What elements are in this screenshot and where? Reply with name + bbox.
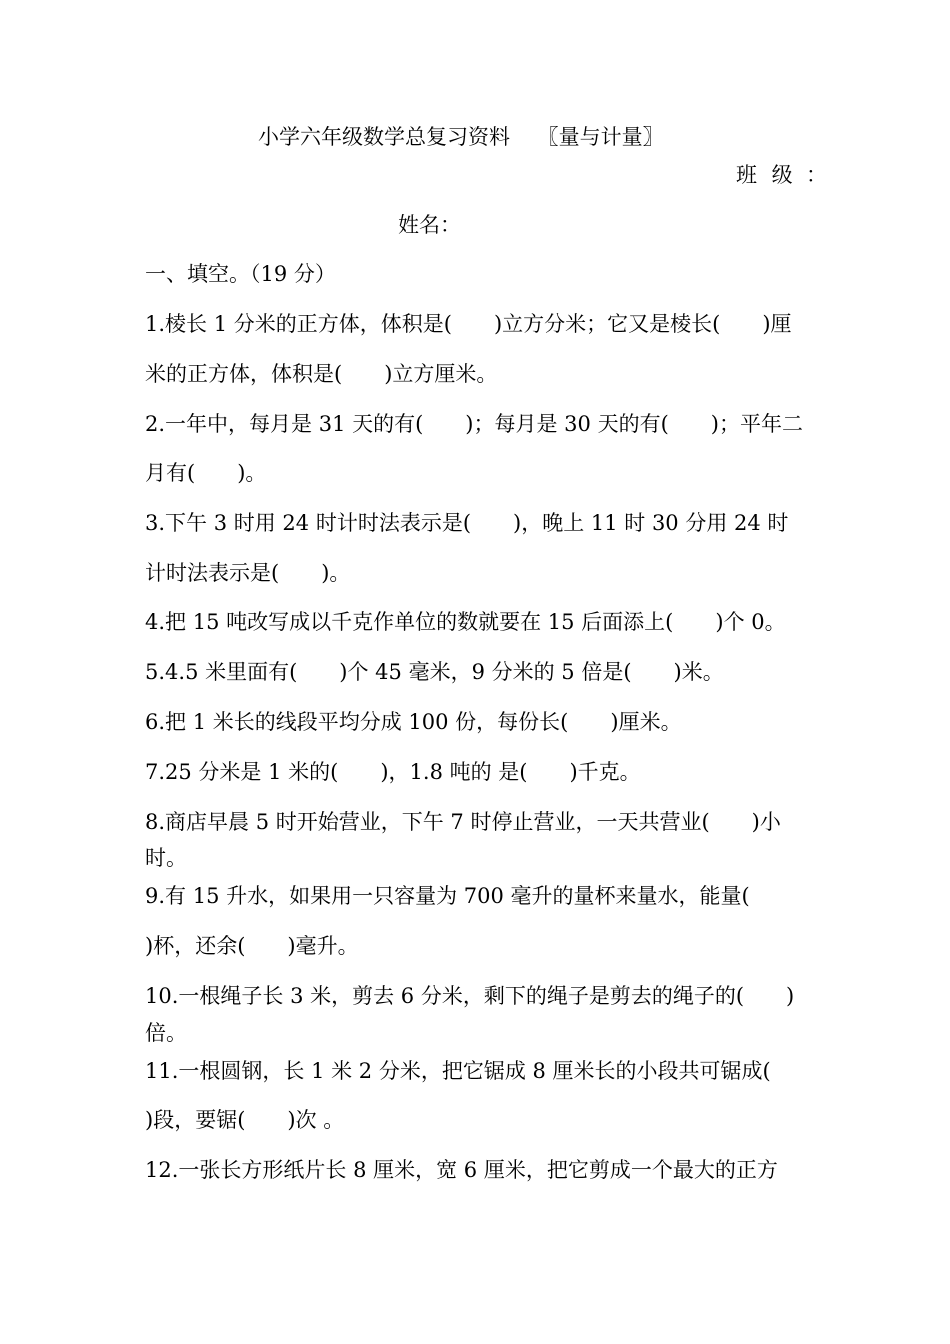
question-line: 2.一年中，每月是 31 天的有( )；每月是 30 天的有( )；平年二: [145, 412, 803, 436]
question-line: 1.棱长 1 分米的正方体，体积是( )立方分米；它又是棱长( )厘: [145, 312, 792, 336]
question-line: )杯，还余( )毫升。: [145, 934, 359, 958]
name-label: 姓名：: [398, 213, 461, 237]
class-colon: ：: [806, 163, 827, 187]
question-line: 10.一根绳子长 3 米，剪去 6 分米，剩下的绳子是剪去的绳子的( ): [145, 984, 795, 1008]
question-line: 时。: [145, 846, 187, 870]
question-line: 11.一根圆钢，长 1 米 2 分米，把它锯成 8 厘米长的小段共可锯成(: [145, 1059, 771, 1083]
question-line: )段，要锯( )次 。: [145, 1108, 345, 1132]
question-line: 4.把 15 吨改写成以千克作单位的数就要在 15 后面添上( )个 0。: [145, 610, 786, 634]
question-line: 5.4.5 米里面有( )个 45 毫米，9 分米的 5 倍是( )米。: [145, 660, 724, 684]
question-line: 8.商店早晨 5 时开始营业，下午 7 时停止营业，一天共营业( )小: [145, 810, 781, 834]
section-heading: 一、填空。（19 分）: [145, 262, 336, 286]
question-line: 7.25 分米是 1 米的( )，1.8 吨的 是( )千克。: [145, 760, 641, 784]
question-line: 12.一张长方形纸片长 8 厘米，宽 6 厘米，把它剪成一个最大的正方: [145, 1158, 778, 1182]
question-line: 3.下午 3 时用 24 时计时法表示是( )，晚上 11 时 30 分用 24 时: [145, 511, 789, 535]
question-line: 6.把 1 米长的线段平均分成 100 份，每份长( )厘米。: [145, 710, 682, 734]
document-title: 小学六年级数学总复习资料 〖量与计量〗: [258, 125, 664, 149]
question-line: 计时法表示是( )。: [145, 561, 351, 585]
question-line: 9.有 15 升水，如果用一只容量为 700 毫升的量杯来量水，能量(: [145, 884, 750, 908]
question-line: 米的正方体，体积是( )立方厘米。: [145, 362, 498, 386]
class-label: 班 级: [736, 163, 797, 187]
question-line: 月有( )。: [145, 461, 267, 485]
question-line: 倍。: [145, 1021, 187, 1045]
